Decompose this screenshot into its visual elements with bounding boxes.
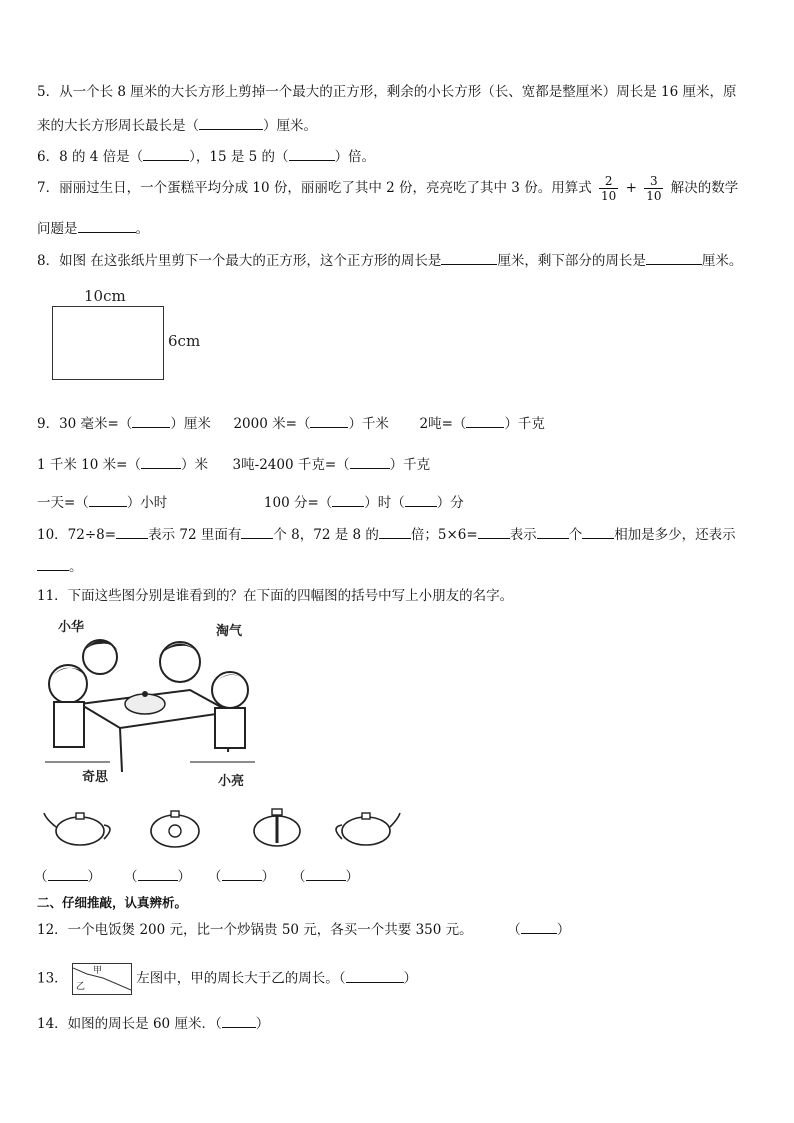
q6-blank-1[interactable] — [143, 146, 189, 161]
q10-blank[interactable] — [478, 524, 510, 539]
q7-text-a: 7．丽丽过生日，一个蛋糕平均分成 10 份，丽丽吃了其中 2 份，亮亮吃了其中 3 份。用算式 — [37, 180, 592, 196]
q12-text: 12．一个电饭煲 200 元，比一个炒锅贵 50 元，各买一个共要 350 元。 — [37, 922, 473, 938]
teapot-view-back-handle — [248, 805, 306, 849]
q10-text: 个 — [568, 527, 583, 543]
q14-text: 14．如图的周长是 60 厘米．（ — [37, 1016, 222, 1032]
paren: ） — [87, 869, 101, 885]
q6-text-b: ），15 是 5 的（ — [189, 149, 289, 165]
q10-line1 — [37, 524, 736, 544]
q9-text: 一天=（ — [37, 495, 89, 511]
q5-line1 — [37, 83, 737, 101]
q5-answer-blank[interactable] — [199, 115, 263, 130]
q7-text-2b: 。 — [135, 221, 149, 237]
q7-plus: + — [625, 180, 637, 196]
q9-blank[interactable] — [405, 492, 437, 507]
q9-blank[interactable] — [141, 454, 181, 469]
q10-text: 表示 72 里面有 — [148, 527, 242, 543]
paren: （ — [208, 869, 222, 885]
q14-judge-blank[interactable] — [222, 1013, 256, 1028]
q9-text: ）小时 — [126, 495, 168, 511]
q13-judge-blank[interactable] — [346, 968, 404, 983]
teapot-answer-3 — [208, 866, 275, 886]
q9-blank[interactable] — [466, 413, 504, 428]
teapot-view-front-spout — [145, 805, 205, 849]
name-xiaohua: 小华 — [58, 620, 85, 635]
teapot-answer-1 — [34, 866, 101, 886]
q13-text: 左图中，甲的周长大于乙的周长。（ — [136, 970, 346, 987]
teapot-view-side-right-spout — [332, 805, 402, 849]
q5-line2 — [37, 115, 317, 135]
q9-text: ）千克 — [389, 457, 431, 473]
q7-answer-blank[interactable] — [78, 218, 136, 233]
q7-fraction-2 — [644, 174, 663, 203]
q6-line — [37, 146, 375, 166]
answer-blank[interactable] — [48, 866, 88, 881]
q13-label-yi: 乙 — [75, 982, 85, 992]
q10-blank[interactable] — [37, 556, 69, 571]
q9-text: 1 千米 10 米=（ — [37, 457, 141, 473]
q9-text: 2000 米=（ — [233, 416, 311, 432]
q7-line1 — [37, 174, 738, 203]
q10-text: 倍；5×6= — [410, 527, 478, 543]
q9-text: ）时（ — [364, 495, 405, 511]
q10-blank[interactable] — [537, 524, 569, 539]
paren: （ — [34, 869, 48, 885]
paren: （ — [507, 922, 521, 938]
q7-text-b: 解决的数学 — [670, 180, 739, 196]
q10-line2 — [37, 556, 83, 576]
q5-text-2b: ）厘米。 — [263, 118, 317, 134]
paren: （ — [124, 869, 138, 885]
q8-text-b: 厘米，剩下部分的周长是 — [497, 253, 646, 269]
q9-blank[interactable] — [310, 413, 348, 428]
q13-label-jia: 甲 — [92, 966, 102, 976]
q11-line — [37, 587, 513, 605]
q8-width-label: 10cm — [84, 287, 126, 305]
section-title: 二、仔细推敲，认真辨析。 — [37, 895, 188, 910]
q7-text-2a: 问题是 — [37, 221, 78, 237]
q9-text: ）千克 — [504, 416, 545, 432]
q7-frac2-num: 3 — [644, 174, 663, 189]
paren: ） — [261, 869, 275, 885]
q10-text: 个 8，72 是 8 的 — [273, 527, 379, 543]
q9-blank[interactable] — [132, 413, 170, 428]
q8-text-c: 厘米。 — [701, 253, 743, 269]
q10-blank[interactable] — [116, 524, 148, 539]
q8-height-label: 6cm — [168, 332, 201, 350]
q13-num: 13． — [37, 970, 68, 987]
q9-text: ）厘米 — [170, 416, 211, 432]
q10-text: 。 — [69, 559, 83, 575]
q13-line — [37, 963, 417, 995]
answer-blank[interactable] — [222, 866, 262, 881]
q10-blank[interactable] — [241, 524, 273, 539]
q9-blank[interactable] — [89, 492, 127, 507]
q9-text: 9．30 毫米=（ — [37, 416, 133, 432]
q5-text-1: 5．从一个长 8 厘米的大长方形上剪掉一个最大的正方形，剩余的小长方形（长、宽都是整厘米）周长是 16 厘米，原 — [37, 84, 737, 100]
q9-row1 — [37, 413, 545, 433]
q7-frac2-den: 10 — [646, 189, 662, 203]
q11-text: 11．下面这些图分别是谁看到的？在下面的四幅图的括号中写上小朋友的名字。 — [37, 588, 514, 604]
paren: ） — [556, 922, 571, 938]
kids-around-table-illustration — [40, 612, 270, 792]
q14-line — [37, 1013, 269, 1033]
q7-frac1-den: 10 — [601, 189, 617, 203]
name-qisi: 奇思 — [82, 770, 109, 785]
paren: ） — [345, 869, 359, 885]
q7-fraction-1 — [599, 174, 618, 203]
q9-blank[interactable] — [350, 454, 390, 469]
q8-blank-2[interactable] — [646, 250, 702, 265]
q10-text: 相加是多少，还表示 — [614, 527, 736, 543]
q9-text: ）米 — [180, 457, 208, 473]
answer-blank[interactable] — [138, 866, 178, 881]
paren: ） — [255, 1016, 270, 1032]
q10-text: 10．72÷8= — [37, 527, 117, 543]
paren: （ — [292, 869, 306, 885]
q9-text: 100 分=（ — [263, 495, 333, 511]
q7-line2 — [37, 218, 149, 238]
q9-text: ）千米 — [348, 416, 389, 432]
teapot-answer-2 — [124, 866, 191, 886]
q8-blank-1[interactable] — [441, 250, 497, 265]
q6-text-c: ）倍。 — [334, 149, 376, 165]
q13-figure — [72, 963, 132, 995]
q7-frac1-num: 2 — [599, 174, 618, 189]
teapot-view-side-left-spout — [42, 805, 118, 849]
name-taoqi: 淘气 — [216, 624, 243, 639]
q5-text-2a: 来的大长方形周长最长是（ — [37, 118, 199, 134]
q10-blank[interactable] — [379, 524, 411, 539]
q6-text-a: 6．8 的 4 倍是（ — [37, 149, 144, 165]
q6-blank-2[interactable] — [289, 146, 335, 161]
teapot-answer-4 — [292, 866, 359, 886]
q12-line — [37, 919, 570, 939]
q9-text: 3吨-2400 千克=（ — [232, 457, 350, 473]
q8-line — [37, 250, 742, 270]
q9-row3 — [37, 492, 464, 512]
name-xiaoliang: 小亮 — [218, 774, 245, 789]
q8-text-a: 8．如图 在这张纸片里剪下一个最大的正方形，这个正方形的周长是 — [37, 253, 442, 269]
paren: ） — [177, 869, 191, 885]
q9-text: ）分 — [436, 495, 464, 511]
q9-row2 — [37, 454, 430, 474]
q9-blank[interactable] — [332, 492, 364, 507]
q12-judge-blank[interactable] — [521, 919, 557, 934]
paren: ） — [403, 970, 418, 987]
q8-rectangle-figure — [52, 306, 164, 380]
q10-blank[interactable] — [582, 524, 614, 539]
q10-text: 表示 — [509, 527, 537, 543]
answer-blank[interactable] — [306, 866, 346, 881]
q9-text: 2吨=（ — [419, 416, 467, 432]
